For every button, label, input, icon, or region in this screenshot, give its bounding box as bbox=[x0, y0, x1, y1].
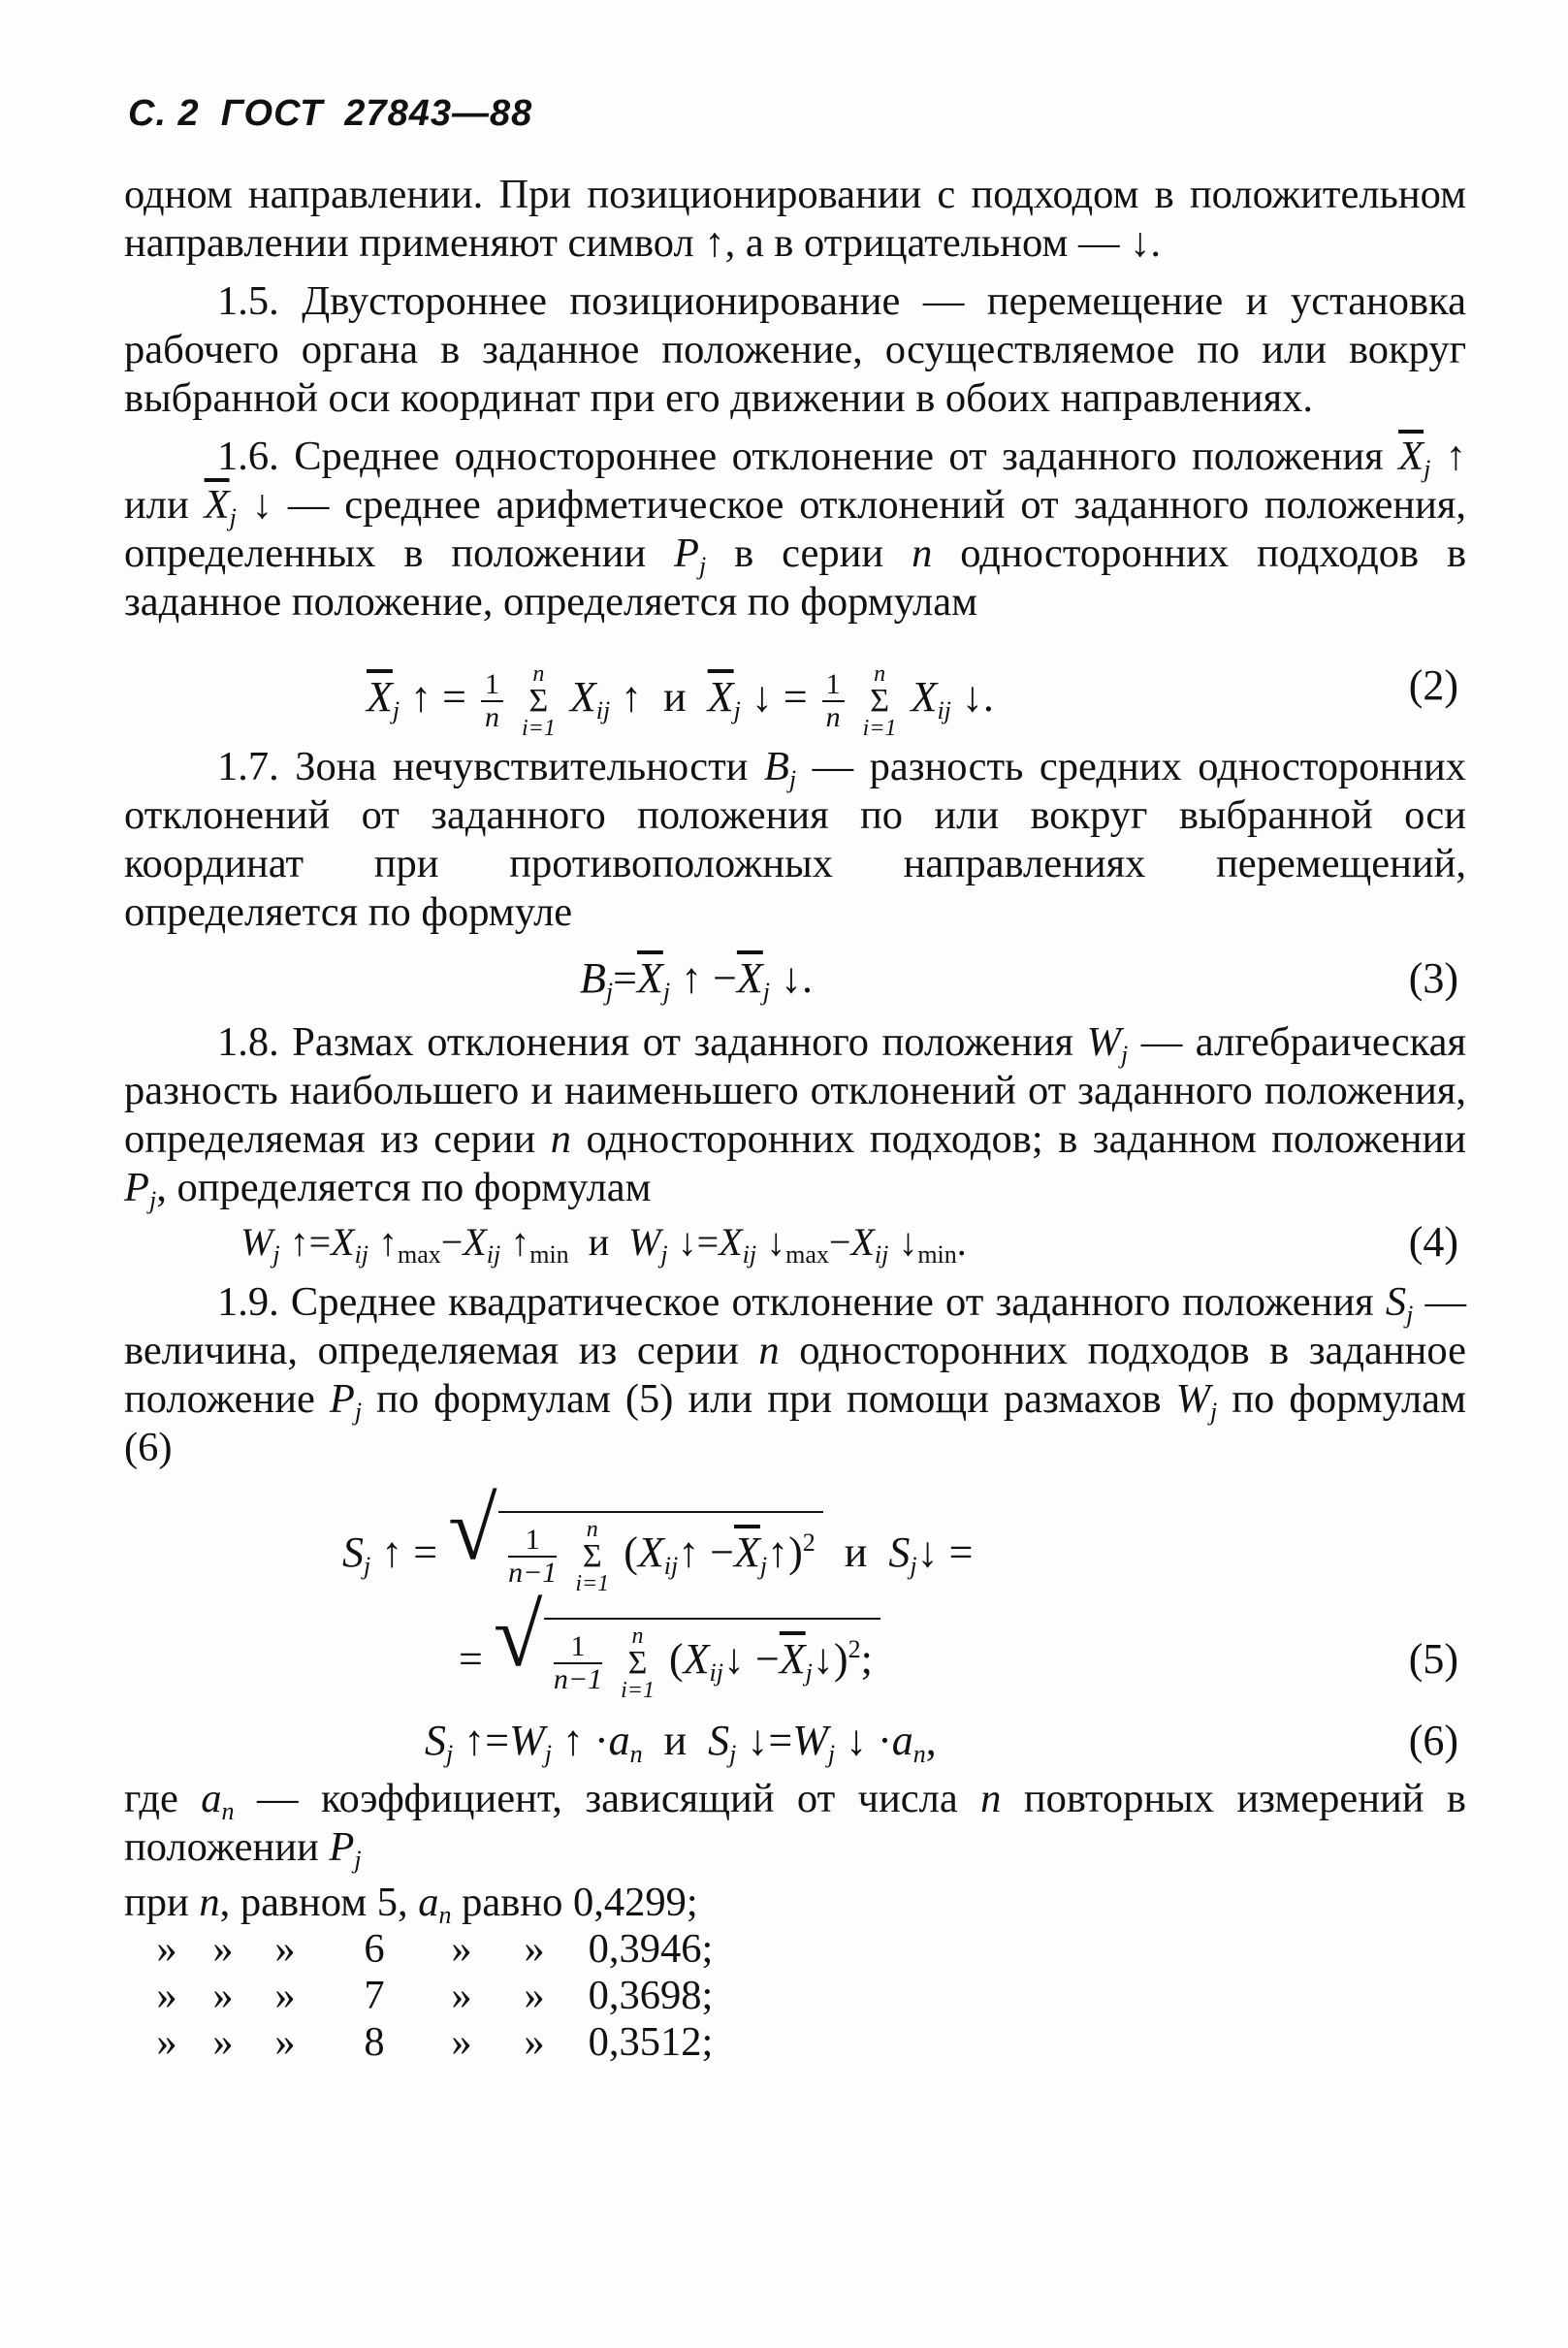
equation-number-4: (4) bbox=[1408, 1218, 1458, 1266]
section-1-7: 1.7. Зона нечувствительности $B_j$ — разность средних односторонних отклонений от заданного положения по или вокруг выбранной оси координат при противоположных направлениях перемещений, определяется по формуле bbox=[124, 744, 1467, 935]
square-root-2: √ $\frac{1}{n-1}$ n Σ i=1 ($X_{ij}↓$ $-\overline{X}_j↓)^2$; bbox=[494, 1610, 880, 1703]
formula-5-line-1: $S_j$ ↑ = √ $\frac{1}{n-1}$ n Σ i=1 ($X_{ij}↑$ $-\overline{X}_j↑)^2$ и $S_j↓$ = bbox=[124, 1486, 1466, 1592]
fraction-1-over-n-2: $\frac{1}{n}$ bbox=[822, 669, 845, 733]
coefficient-row-7: » » » 7 » » 0,3698; bbox=[156, 1973, 714, 2018]
section-1-5: 1.5. Двустороннее позиционирование — перемещение и установка рабочего органа в заданное положение, осуществляемое по или вокруг выбранной оси координат при его движении в обоих направлениях. bbox=[124, 278, 1466, 421]
formula-6: $S_j$ $↑=W_j$ ↑ $\cdot a_n$ и $S_j$ $↓=W_j$ ↓ $\cdot a_n$, (6) bbox=[425, 1717, 1458, 1768]
page-header bbox=[128, 93, 532, 135]
section-1-6: 1.6. Среднее одностороннее отклонение от заданного положения $\overline{X}_j$ ↑ или $\overline{X}_j$ ↓ — среднее арифметическое отклонений от заданного положения, определенных в положении $P_j$ в серии n односторонних подходов в заданное положение, определяется по формулам bbox=[124, 434, 1467, 625]
equation-number-3: (3) bbox=[1408, 954, 1458, 1002]
formula-4: $W_j$ $↑=X_{ij}$ $↑_{max}-X_{ij}$ $↑_{min}$ и $W_j$ $↓=X_{ij}$ $↓_{max}-X_{ij}$ $↓_{min}$. (4) bbox=[240, 1218, 1458, 1269]
document-body bbox=[124, 171, 1466, 2066]
sum-operator-2: n Σ i=1 bbox=[862, 661, 897, 741]
coefficient-table bbox=[124, 1880, 1466, 2066]
equation-number-2: (2) bbox=[1408, 661, 1458, 709]
formula-5-line-2: = √ $\frac{1}{n-1}$ n Σ i=1 ($X_{ij}↓$ $-\overline{X}_j↓)^2$; (5) bbox=[124, 1596, 1466, 1705]
coefficient-row-8: » » » 8 » » 0,3512; bbox=[156, 2019, 714, 2065]
coefficient-row-5: при n, равном 5, $a_n$ равно 0,4299; bbox=[124, 1880, 698, 1929]
equation-number-5: (5) bbox=[1408, 1635, 1458, 1683]
coefficient-row-6: » » » 6 » » 0,3946; bbox=[156, 1926, 714, 1972]
equation-number-6: (6) bbox=[1408, 1717, 1458, 1764]
fraction-1-over-n: $\frac{1}{n}$ bbox=[481, 669, 503, 733]
standard-label: ГОСТ bbox=[220, 93, 324, 134]
formula-3: $B_j=\overline{X}_j$ ↑ $-\overline{X}_j$ ↓. (3) bbox=[580, 954, 1458, 1006]
standard-number: 27843—88 bbox=[344, 93, 533, 134]
page-number: С. 2 bbox=[128, 93, 200, 134]
where-paragraph: где $a_n$ — коэффициент, зависящий от числа n повторных измерений в положении $P_j$ bbox=[124, 1776, 1466, 1874]
section-1-8: 1.8. Размах отклонения от заданного положения $W_j$ — алгебраическая разность наибольшего и наименьшего отклонений от заданного положения, определяемая из серии n односторонних подходов; в заданном положении $P_j$, определяется по формулам bbox=[124, 1019, 1467, 1214]
intro-paragraph: одном направлении. При позиционировании с подходом в положительном направлении применяют символ ↑, а в отрицательном — ↓. bbox=[124, 172, 1466, 266]
formula-2: $\overline{X}_j$ ↑ = $\frac{1}{n}$ n Σ i=1 $X_{ij}$ ↑ и $\overline{X}_j$ ↓ = $\frac{1}{n}$ n Σ i=1 $X_{ij}$ ↓. (2) bbox=[367, 661, 1458, 741]
section-1-9: 1.9. Среднее квадратическое отклонение от заданного положения $S_j$ — величина, определяемая из серии n односторонних подходов в заданное положение $P_j$ по формулам (5) или при помощи размахов $W_j$ по формулам (6) bbox=[124, 1279, 1467, 1470]
square-root: √ $\frac{1}{n-1}$ n Σ i=1 ($X_{ij}↑$ $-\overline{X}_j↑)^2$ bbox=[448, 1503, 823, 1596]
sum-operator: n Σ i=1 bbox=[521, 661, 556, 741]
